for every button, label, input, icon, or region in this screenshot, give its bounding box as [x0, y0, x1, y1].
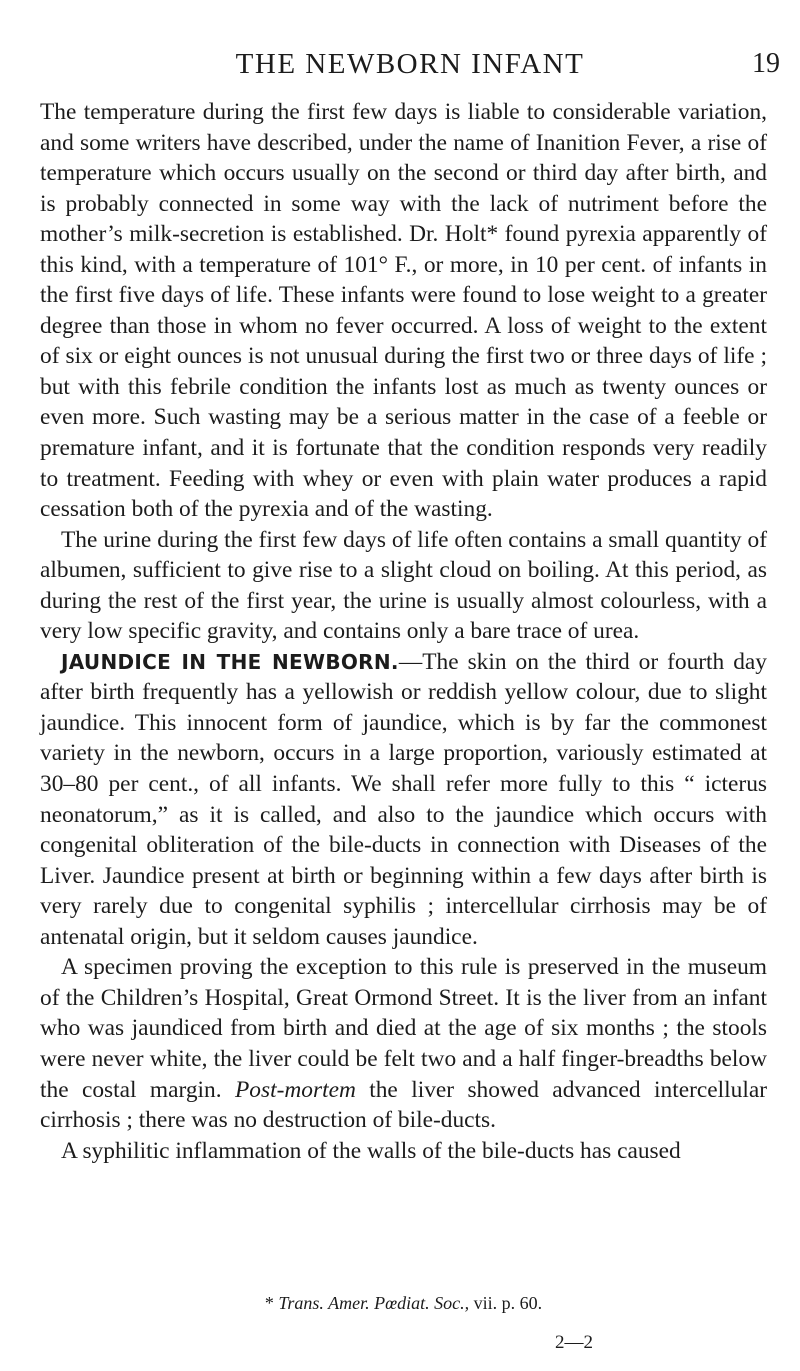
paragraph-specimen-text: A specimen proving the exception to this rule is preserved in the museum of the Children’s Hospital, Great Ormond Street. It is the liver from an infant who was jaundiced from birth and died at the age of six months ; the stools were never white, the liver could be felt two and a half finger-breadths below the costal margin.: [40, 954, 767, 1103]
paragraph-specimen-text-end: the liver showed advanced intercellular cirrhosis ; there was no destruction of bile-ducts.: [40, 1076, 767, 1134]
running-head: [40, 48, 780, 88]
paragraph-specimen: [40, 952, 767, 1135]
page-number: 19: [752, 48, 780, 79]
paragraph-urine: The urine during the first few days of life often contains a small quantity of albumen, sufficient to give rise to a slight cloud on boiling. At this period, as during the rest of the first year, the urine is usually almost colourless, with a very low specific gravity, and contains only a bare trace of urea.: [40, 526, 767, 645]
paragraph-jaundice-text: —The skin on the third or fourth day after birth frequently has a yellowish or reddish yellow colour, due to slight jaundice. This innocent form of jaundice, which is by far the commonest variety in the newborn, occurs in a large proportion, variously estimated at 30–80 per cent., of all infants. We shall refer more fully to this “ icterus neonatorum,” as it is called, and also to the jaundice which occurs with congenital obliteration of the bile-ducts in connection with Diseases of the Liver. Jaundice present at birth or beginning within a few days after birth is very rarely due to congenital syphilis ; intercellular cirrhosis may be of antenatal origin, but it seldom causes jaundice.: [40, 648, 768, 950]
paragraph-syphilitic: A syphilitic inflammation of the walls of the bile-ducts has caused: [61, 1137, 681, 1164]
paragraph-inanition-fever: The temperature during the first few days is liable to considerable variation, and some writers have described, under the name of Inanition Fever, a rise of temperature which occurs usually on the second or third day after birth, and is probably connected in some way with the lack of nutriment before the mother’s milk-secretion is established. Dr. Holt* found pyrexia apparently of this kind, with a temperature of 101° F., or more, in 10 per cent. of infants in the first five days of life. These infants were found to lose weight to a greater degree than those in whom no fever occurred. A loss of weight to the extent of six or eight ounces is not unusual during the first two or three days of life ; but with this febrile condition the infants lost as much as twenty ounces or even more. Such wasting may be a serious matter in the case of a feeble or premature infant, and it is fortunate that the condition responds very readily to treatment. Feeding with whey or even with plain water produces a rapid cessation both of the pyrexia and of the wasting.: [40, 99, 767, 523]
section-heading-jaundice: JAUNDICE IN THE NEWBORN.: [61, 649, 399, 674]
footnote: [40, 1291, 767, 1315]
body-text: [40, 97, 767, 1166]
footnote-reference: vii. p. 60.: [469, 1293, 543, 1313]
running-title: THE NEWBORN INFANT: [235, 48, 585, 80]
signature-mark: 2—2: [555, 1332, 593, 1353]
emphasis-post-mortem: Post-mortem: [235, 1076, 356, 1103]
footnote-marker: *: [264, 1293, 279, 1313]
footnote-citation: Trans. Amer. Pœdiat. Soc.,: [278, 1293, 470, 1313]
paragraph-jaundice: [40, 647, 767, 952]
